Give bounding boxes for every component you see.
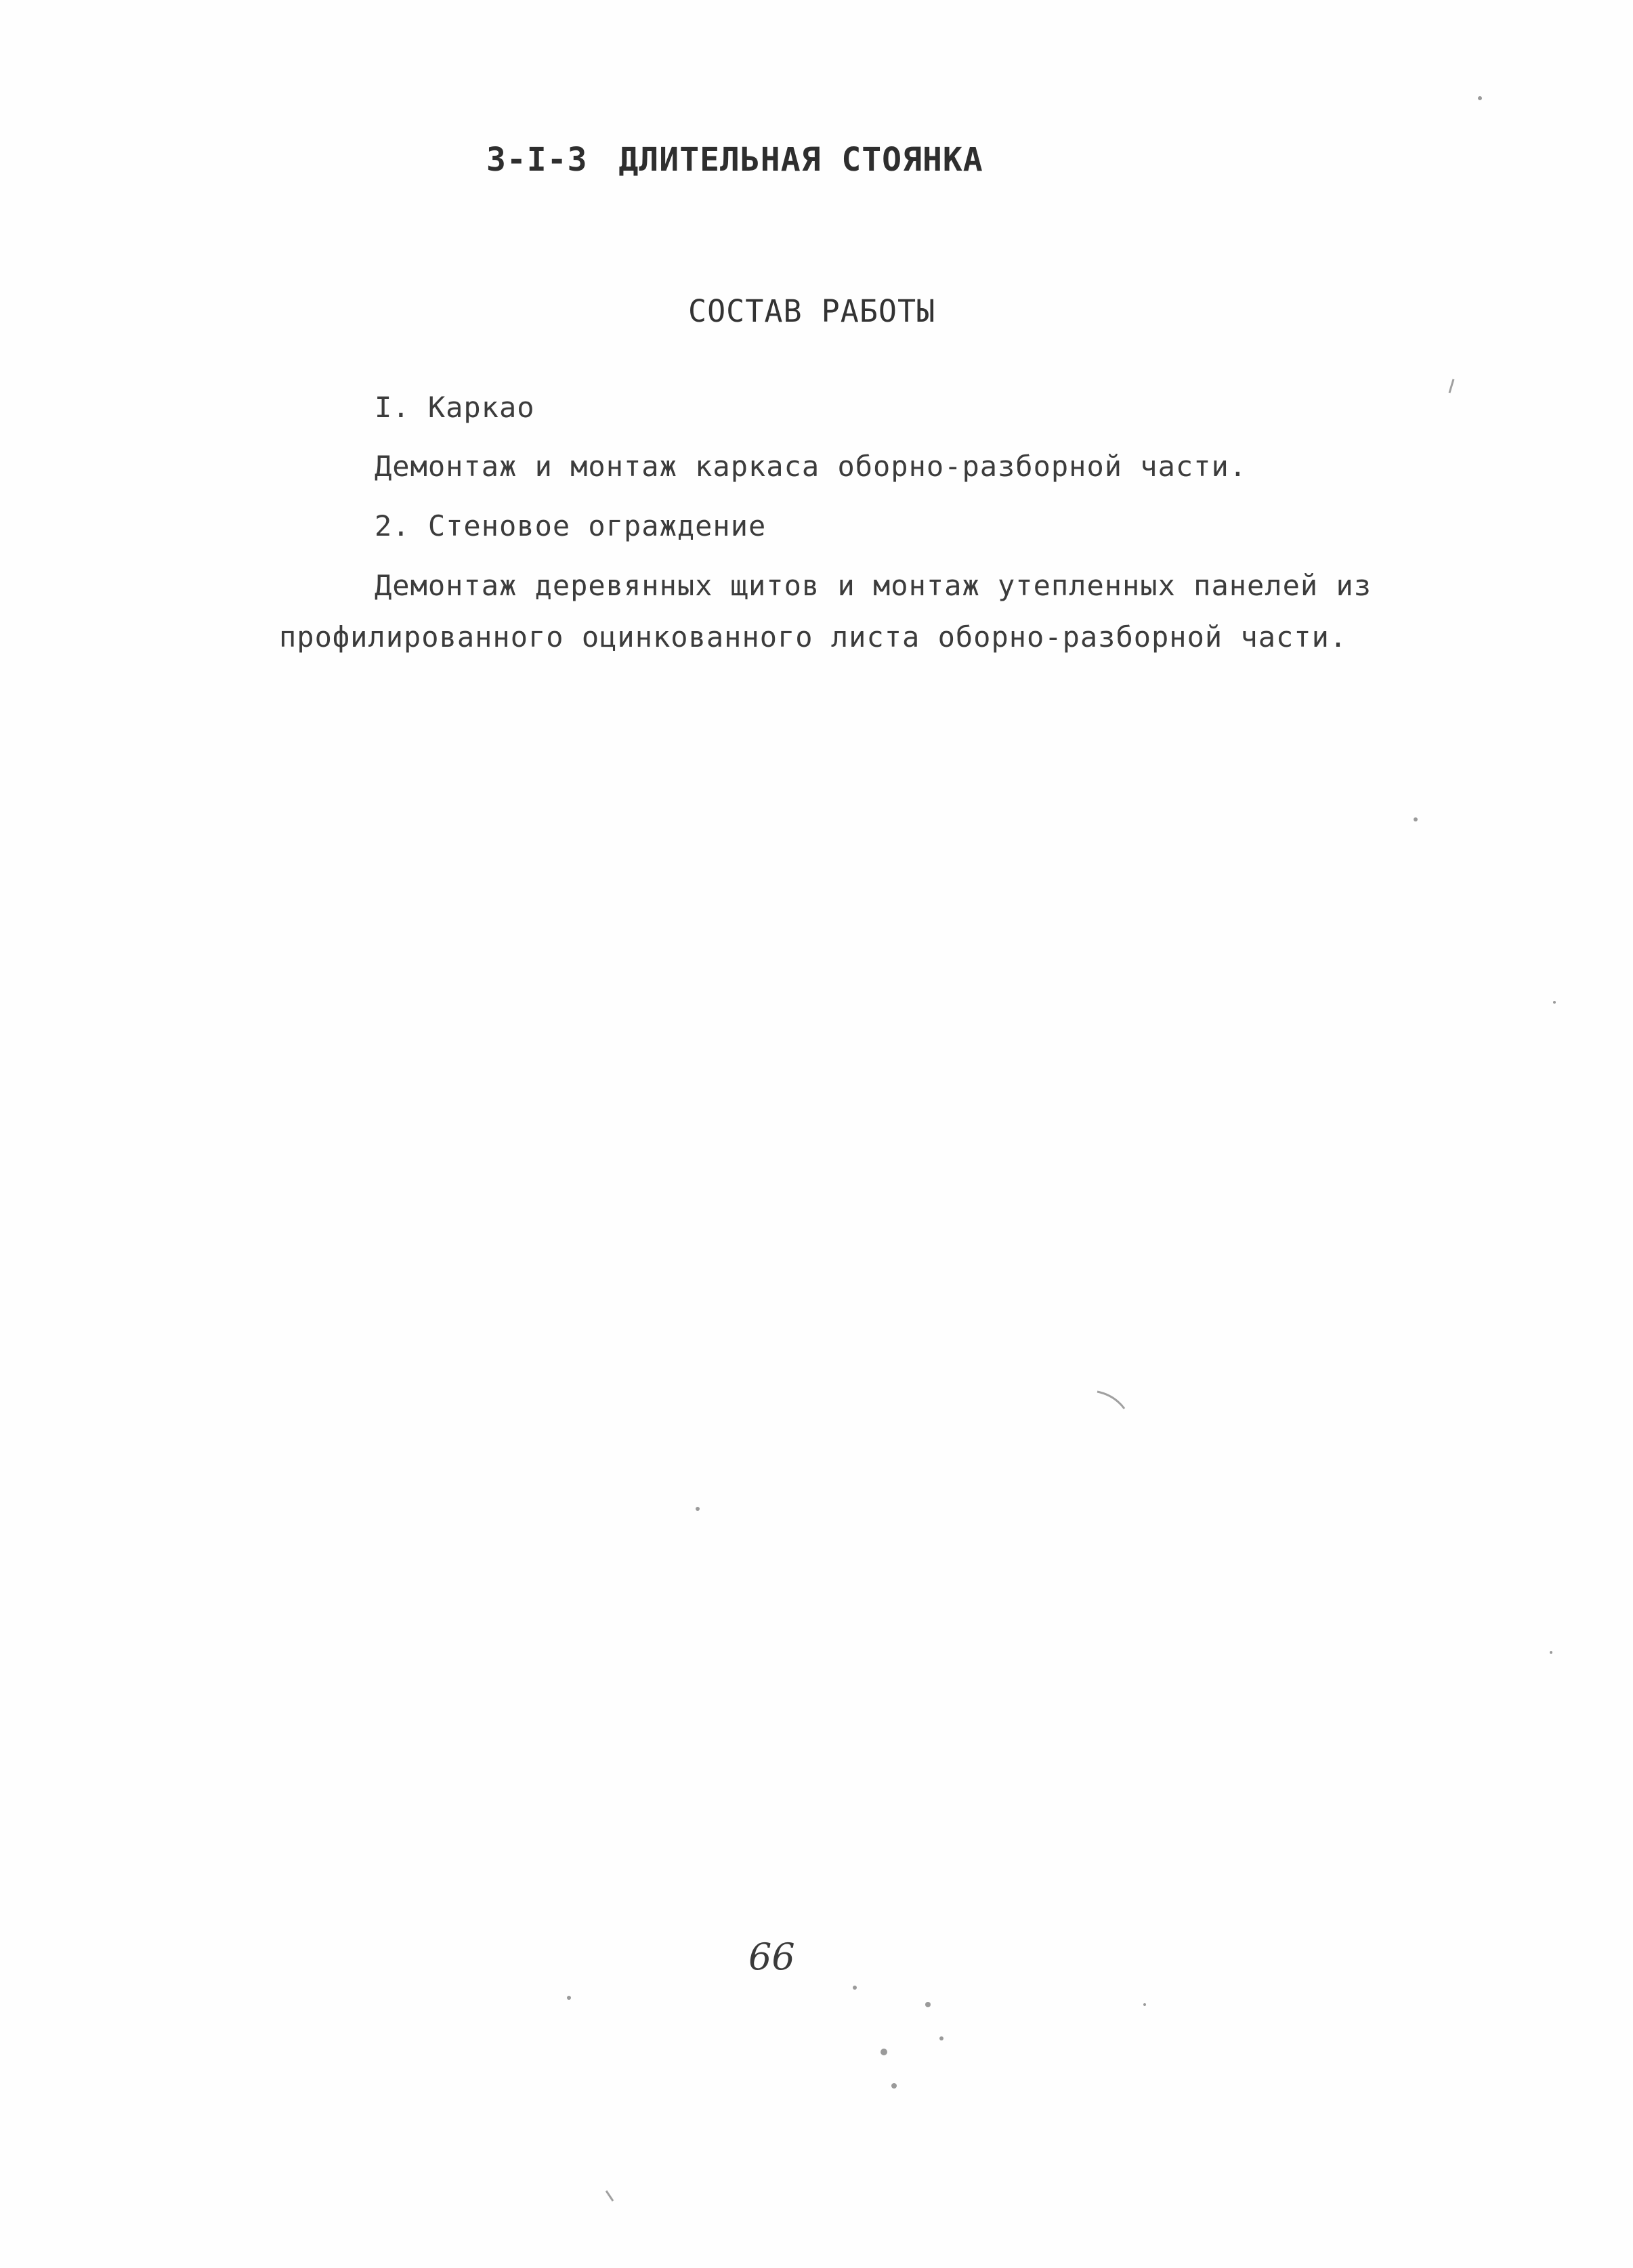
item-heading-frame: I. Каркао (375, 391, 535, 424)
item-text-walls-line2: профилированного оцинкованного листа оборно-разборной части. (279, 620, 1348, 654)
section-title: СОСТАВ РАБОТЫ (688, 293, 936, 329)
header-title: ДЛИТЕЛЬНАЯ СТОЯНКА (618, 141, 983, 179)
document-header (486, 141, 983, 179)
page-number: 66 (748, 1935, 795, 1978)
item-heading-walls: 2. Стеновое ограждение (375, 509, 767, 542)
item-text-walls-line1: Демонтаж деревянных щитов и монтаж утепленных панелей из (375, 569, 1372, 602)
header-code: 3-I-3 (486, 141, 588, 179)
item-text-frame: Демонтаж и монтаж каркаса оборно-разборной части. (375, 450, 1248, 483)
